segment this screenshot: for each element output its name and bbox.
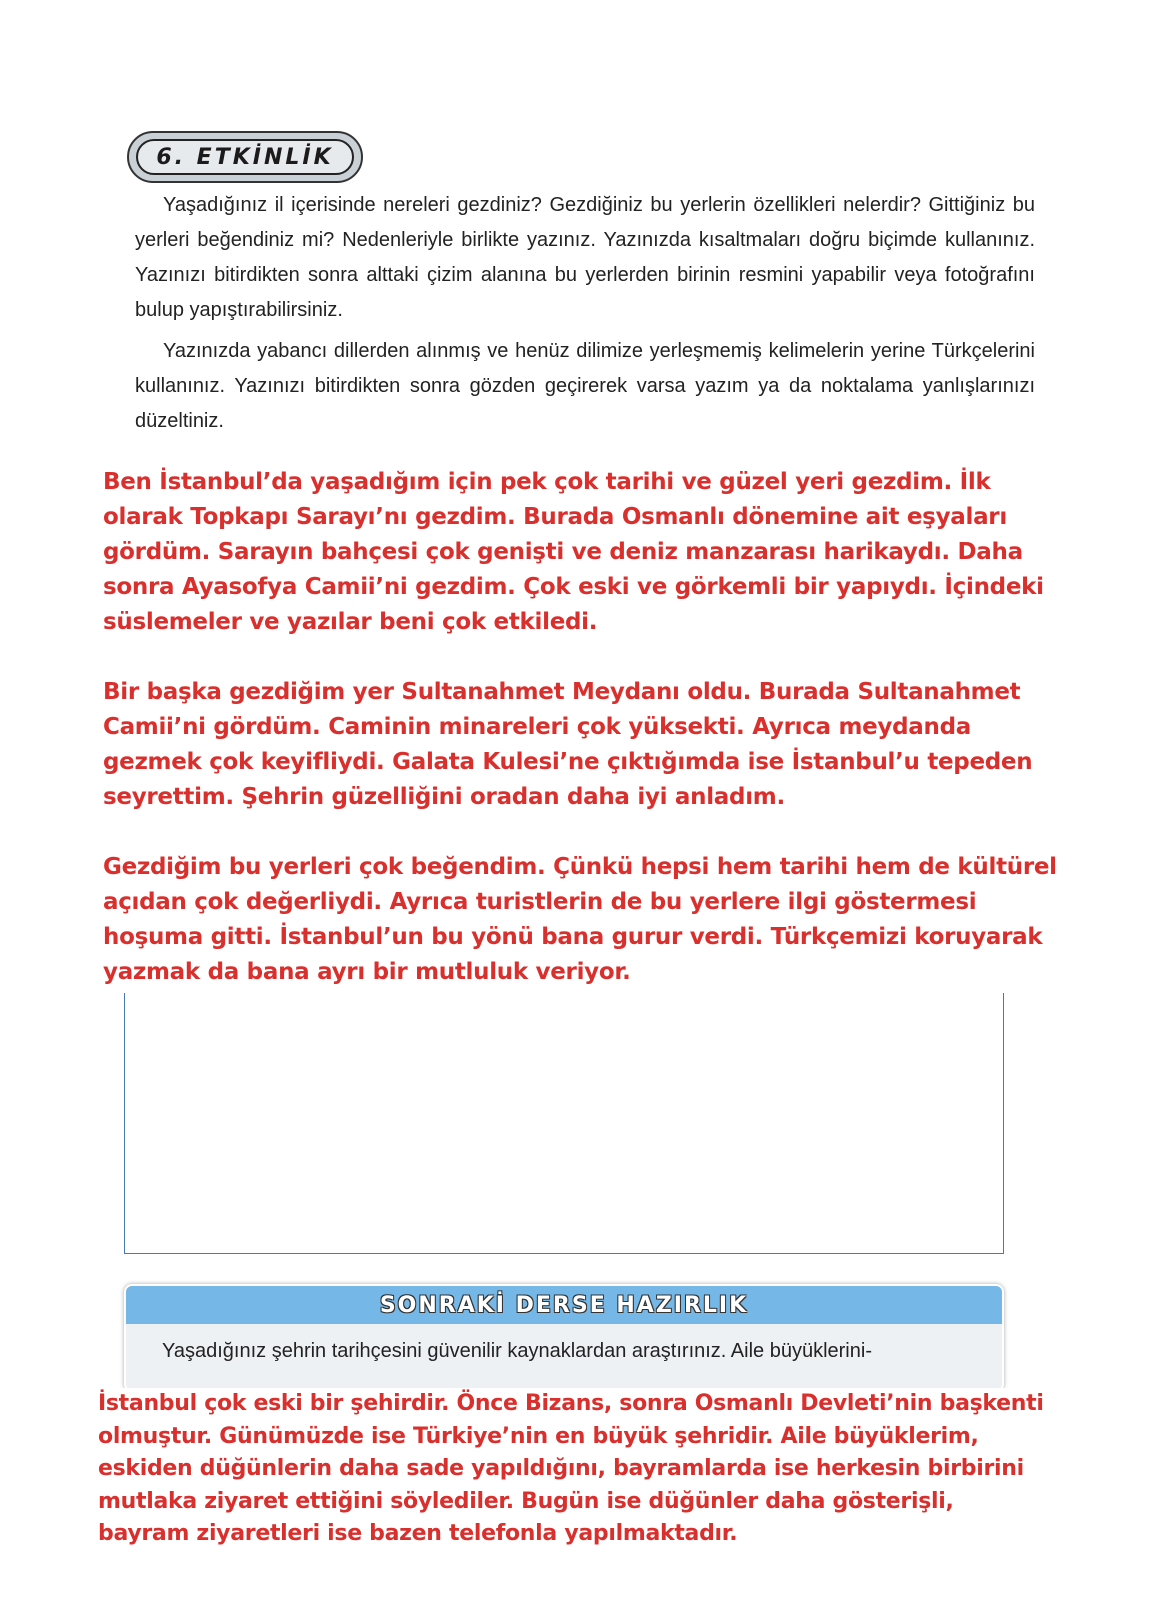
answer-paragraph: Bir başka gezdiğim yer Sultanahmet Meydanı oldu. Burada Sultanahmet Camii’ni gördüm. Caminin minareleri çok yüksekti. Ayrıca meydanda gezmek çok keyifliydi. Galata Kulesi’ne çıktığımda ise İstanbul’u tepeden seyrettim. Şehrin güzelliğini oradan daha iyi anladım.: [103, 679, 1033, 810]
answer-paragraph: Ben İstanbul’da yaşadığım için pek çok tarihi ve güzel yeri gezdim. İlk olarak Topkapı Sarayı’nı gezdim. Burada Osmanlı dönemine ait eşyaları gördüm. Sarayın bahçesi çok genişti ve deniz manzarası harikaydı. Daha sonra Ayasofya Camii’ni gezdim. Çok eski ve görkemli bir yapıydı. İçindeki süslemeler ve yazılar beni çok etkiledi.: [103, 469, 1044, 635]
prep-title: SONRAKİ DERSE HAZIRLIK: [379, 1292, 749, 1318]
prep-header: [126, 1286, 1002, 1324]
student-answer-prep: [98, 1388, 1048, 1551]
next-lesson-prep-box: [124, 1284, 1004, 1392]
prep-text: Yaşadığınız şehrin tarihçesini güvenilir kaynaklardan araştırınız. Aile büyüklerini-: [162, 1340, 872, 1362]
instruction-paragraph: Yaşadığınız il içerisinde nereleri gezdiniz? Gezdiğiniz bu yerlerin özellikleri nelerdir? Gittiğiniz bu yerleri beğendiniz mi? Nedenleriyle birlikte yazınız. Yazınızda kısaltmaları doğru biçimde kullanınız. Yazınızı bitirdikten sonra alttaki çizim alanına bu yerlerden birinin resmini yapabilir veya fotoğrafını bulup yapıştırabilirsiniz.: [135, 194, 1035, 321]
answer-paragraph: Gezdiğim bu yerleri çok beğendim. Çünkü hepsi hem tarihi hem de kültürel açıdan çok değerliydi. Ayrıca turistlerin de bu yerlere ilgi göstermesi hoşuma gitti. İstanbul’un bu yönü bana gurur verdi. Türkçemizi koruyarak yazmak da bana ayrı bir mutluluk veriyor.: [103, 854, 1057, 985]
instruction-paragraph: Yazınızda yabancı dillerden alınmış ve henüz dilimize yerleşmemiş kelimelerin yerine Türkçelerini kullanınız. Yazınızı bitirdikten sonra gözden geçirerek varsa yazım ya da noktalama yanlışlarınızı düzeltiniz.: [135, 340, 1035, 432]
activity-badge: [127, 131, 363, 183]
drawing-area[interactable]: [124, 993, 1004, 1254]
answer-paragraph: İstanbul çok eski bir şehirdir. Önce Bizans, sonra Osmanlı Devleti’nin başkenti olmuştur. Günümüzde ise Türkiye’nin en büyük şehridir. Aile büyüklerim, eskiden düğünlerin daha sade yapıldığını, bayramlarda ise herkesin birbirini mutlaka ziyaret ettiğini söylediler. Bugün ise düğünler daha gösterişli, bayram ziyaretleri ise bazen telefonla yapılmaktadır.: [98, 1391, 1044, 1546]
student-answer: [103, 465, 1063, 990]
activity-badge-inner: [136, 139, 354, 175]
instructions: [135, 188, 1035, 439]
activity-title: 6. ETKİNLİK: [156, 144, 334, 170]
